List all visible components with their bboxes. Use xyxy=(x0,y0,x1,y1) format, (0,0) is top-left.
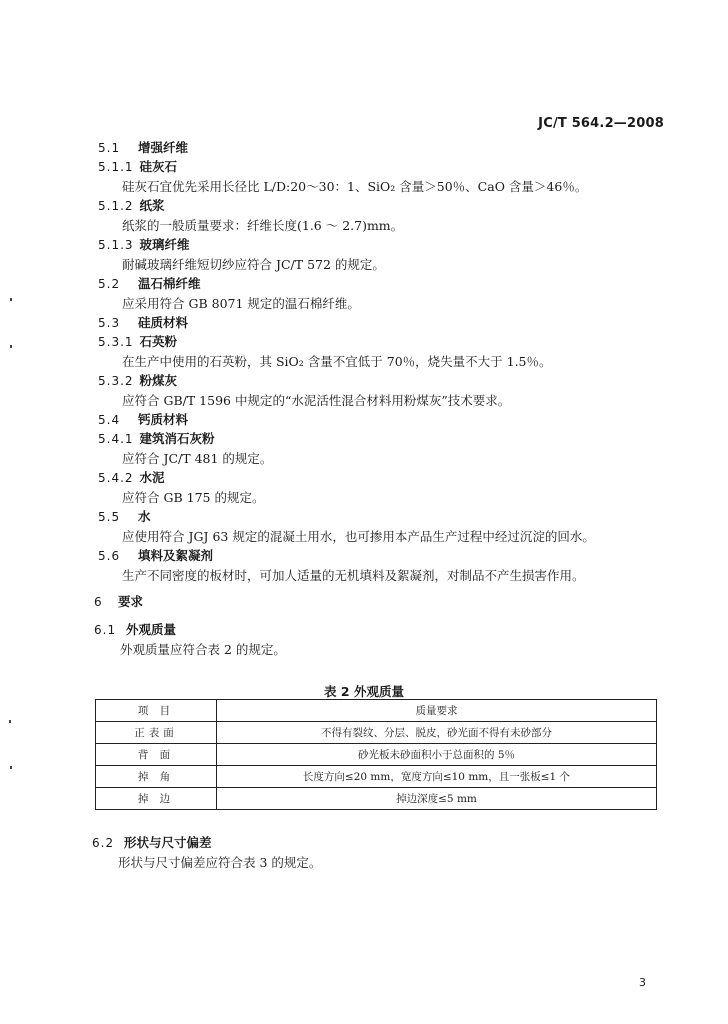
table-row xyxy=(96,788,657,810)
table-cell: 掉 角 xyxy=(96,766,217,788)
table-cell: 长度方向≤20 mm，宽度方向≤10 mm，且一张板≤1 个 xyxy=(217,766,657,788)
section-text: 外观质量应符合表 2 的规定。 xyxy=(120,642,286,657)
section-title: 玻璃纤维 xyxy=(139,237,190,252)
section-number: 5.4.2 xyxy=(98,471,134,485)
section-text: 形状与尺寸偏差应符合表 3 的规定。 xyxy=(118,855,322,870)
section-heading xyxy=(94,592,143,610)
section-title: 纸浆 xyxy=(139,198,165,213)
section-heading xyxy=(98,138,188,156)
section-heading xyxy=(98,274,201,292)
table-caption: 表 2 外观质量 xyxy=(324,684,404,699)
section-title: 水泥 xyxy=(139,470,165,485)
section-title: 建筑消石灰粉 xyxy=(139,431,215,446)
section-number: 5.1 xyxy=(98,141,121,155)
table-row xyxy=(96,766,657,788)
section-number: 5.1.1 xyxy=(98,160,134,174)
section-text: 应使用符合 JGJ 63 规定的混凝土用水，也可掺用本产品生产过程中经过沉淀的回水。 xyxy=(122,529,595,544)
section-title: 石英粉 xyxy=(139,334,178,349)
section-number: 5.3.2 xyxy=(98,374,134,388)
section-heading xyxy=(98,196,165,214)
standard-number: JC/T 564.2—2008 xyxy=(538,116,664,131)
section-heading xyxy=(98,371,177,389)
table-cell: 正表面 xyxy=(96,722,217,744)
table-header-cell: 质量要求 xyxy=(217,700,657,722)
section-heading xyxy=(98,332,177,350)
section-number: 5.5 xyxy=(98,510,121,524)
section-number: 5.6 xyxy=(98,549,121,563)
section-text: 纸浆的一般质量要求：纤维长度(1.6 ～ 2.7)mm。 xyxy=(122,218,404,233)
section-text: 生产不同密度的板材时，可加人适量的无机填料及絮凝剂，对制品不产生损害作用。 xyxy=(122,568,585,583)
section-text: 硅灰石宜优先采用长径比 L/D:20～30：1、SiO₂ 含量＞50％、CaO 含量＞46％。 xyxy=(122,179,588,194)
section-title: 硅质材料 xyxy=(138,315,189,330)
table-row xyxy=(96,744,657,766)
section-heading xyxy=(98,157,177,175)
section-title: 形状与尺寸偏差 xyxy=(124,835,212,850)
section-text: 应采用符合 GB 8071 规定的温石棉纤维。 xyxy=(122,296,360,311)
table-cell: 掉 边 xyxy=(96,788,217,810)
section-title: 水 xyxy=(138,509,151,524)
section-number: 6 xyxy=(94,595,103,609)
section-title: 增强纤维 xyxy=(138,140,189,155)
section-text: 应符合 JC/T 481 的规定。 xyxy=(122,451,273,466)
section-number: 5.2 xyxy=(98,277,121,291)
table-cell: 掉边深度≤5 mm xyxy=(217,788,657,810)
scan-speck xyxy=(10,298,12,301)
scan-speck xyxy=(10,345,12,348)
section-title: 要求 xyxy=(118,594,144,609)
table-cell: 不得有裂纹、分层、脱皮，砂光面不得有未砂部分 xyxy=(217,722,657,744)
section-title: 外观质量 xyxy=(126,622,177,637)
section-text: 应符合 GB 175 的规定。 xyxy=(122,490,265,505)
page-number: 3 xyxy=(639,976,646,989)
section-heading xyxy=(98,546,213,564)
scan-speck xyxy=(9,720,11,723)
section-text: 耐碱玻璃纤维短切纱应符合 JC/T 572 的规定。 xyxy=(122,257,385,272)
section-title: 钙质材料 xyxy=(138,412,189,427)
section-number: 5.1.2 xyxy=(98,199,134,213)
section-number: 5.4.1 xyxy=(98,432,134,446)
section-title: 温石棉纤维 xyxy=(138,276,201,291)
section-number: 5.3 xyxy=(98,316,121,330)
section-number: 5.4 xyxy=(98,413,121,427)
section-title: 硅灰石 xyxy=(139,159,178,174)
table-cell: 砂光板未砂面积小于总面积的 5％ xyxy=(217,744,657,766)
section-title: 粉煤灰 xyxy=(139,373,178,388)
section-number: 5.3.1 xyxy=(98,335,134,349)
section-heading xyxy=(94,620,176,638)
table-header-cell: 项 目 xyxy=(96,700,217,722)
section-number: 5.1.3 xyxy=(98,238,134,252)
section-heading xyxy=(98,468,165,486)
section-heading xyxy=(98,410,188,428)
section-heading xyxy=(98,429,215,447)
section-number: 6.2 xyxy=(92,836,115,850)
table-header-row xyxy=(96,700,657,722)
section-title: 填料及絮凝剂 xyxy=(138,548,214,563)
table-cell: 背 面 xyxy=(96,744,217,766)
section-text: 在生产中使用的石英粉，其 SiO₂ 含量不宜低于 70％，烧失量不大于 1.5％。 xyxy=(122,354,552,369)
section-heading xyxy=(98,507,151,525)
section-heading xyxy=(98,313,188,331)
appearance-quality-table xyxy=(95,699,657,810)
section-heading xyxy=(92,833,212,851)
scan-speck xyxy=(10,766,12,769)
section-heading xyxy=(98,235,190,253)
section-number: 6.1 xyxy=(94,623,117,637)
table-row xyxy=(96,722,657,744)
section-text: 应符合 GB/T 1596 中规定的“水泥活性混合材料用粉煤灰”技术要求。 xyxy=(122,393,511,408)
